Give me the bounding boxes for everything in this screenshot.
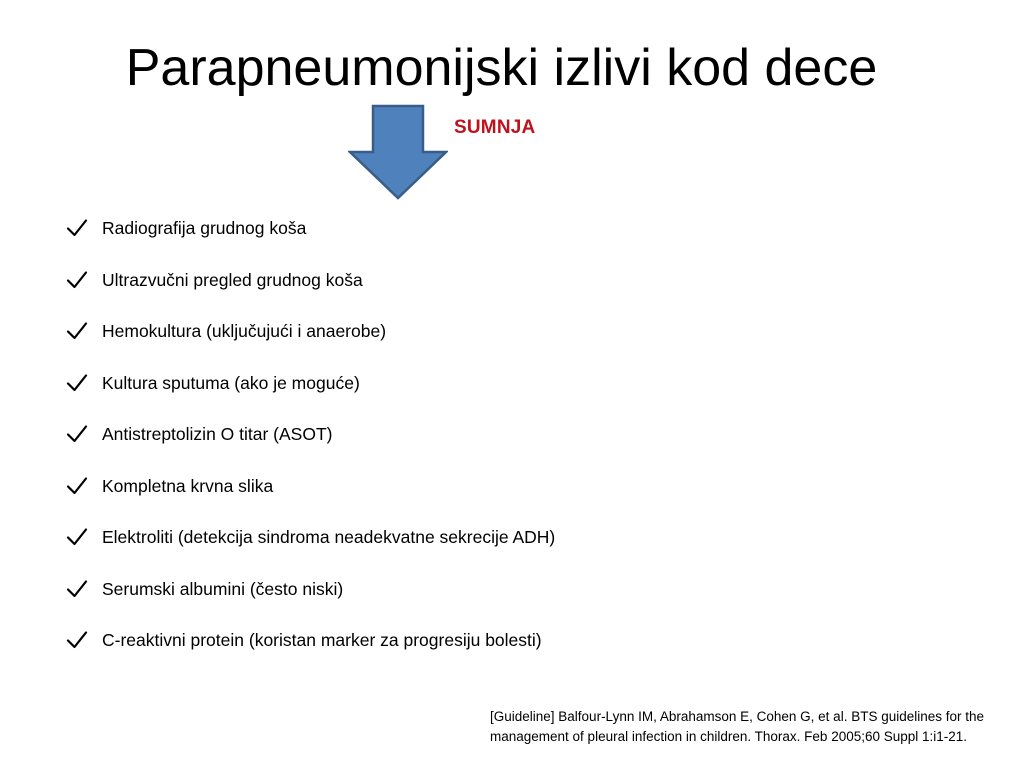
list-item [66,268,555,320]
list-item-text: Serumski albumini (često niski) [102,578,344,599]
list-item [66,422,555,474]
list-item-text: Elektroliti (detekcija sindroma neadekvatne sekrecije ADH) [102,527,556,547]
list-item [66,371,555,423]
list-item-text: Kompletna krvna slika [102,475,274,496]
list-item [66,628,555,680]
list-item-text: Radiografija grudnog koša [102,218,307,238]
list-item-text: C-reaktivni protein (koristan marker za progresiju bolesti) [102,630,542,650]
check-icon [66,578,88,600]
check-icon [66,217,88,239]
list-item [66,525,555,577]
checklist [66,216,555,680]
check-icon [66,526,88,548]
list-item [66,474,555,526]
slide-title: Parapneumonijski izlivi kod dece [125,39,878,97]
check-icon [66,269,88,291]
list-item-text: Kultura sputuma (ako je moguće) [102,372,360,393]
check-icon [66,372,88,394]
suspicion-label: SUMNJA [454,117,536,138]
reference-line-2: management of pleural infection in children. Thorax. Feb 2005;60 Suppl 1:i1-21. [490,729,968,744]
check-icon [66,320,88,342]
list-item [66,577,555,629]
list-item [66,216,555,268]
list-item-text: Hemokultura (uključujući i anaerobe) [102,321,387,341]
reference-line-1: [Guideline] Balfour-Lynn IM, Abrahamson E, Cohen G, et al. BTS guidelines for the [490,709,985,724]
check-icon [66,475,88,497]
check-icon [66,423,88,445]
list-item-text: Antistreptolizin O titar (ASOT) [102,424,333,444]
list-item-text: Ultrazvučni pregled grudnog koša [102,269,363,290]
reference-citation [490,707,1010,747]
check-icon [66,629,88,651]
list-item [66,319,555,371]
down-arrow-icon [348,104,448,200]
